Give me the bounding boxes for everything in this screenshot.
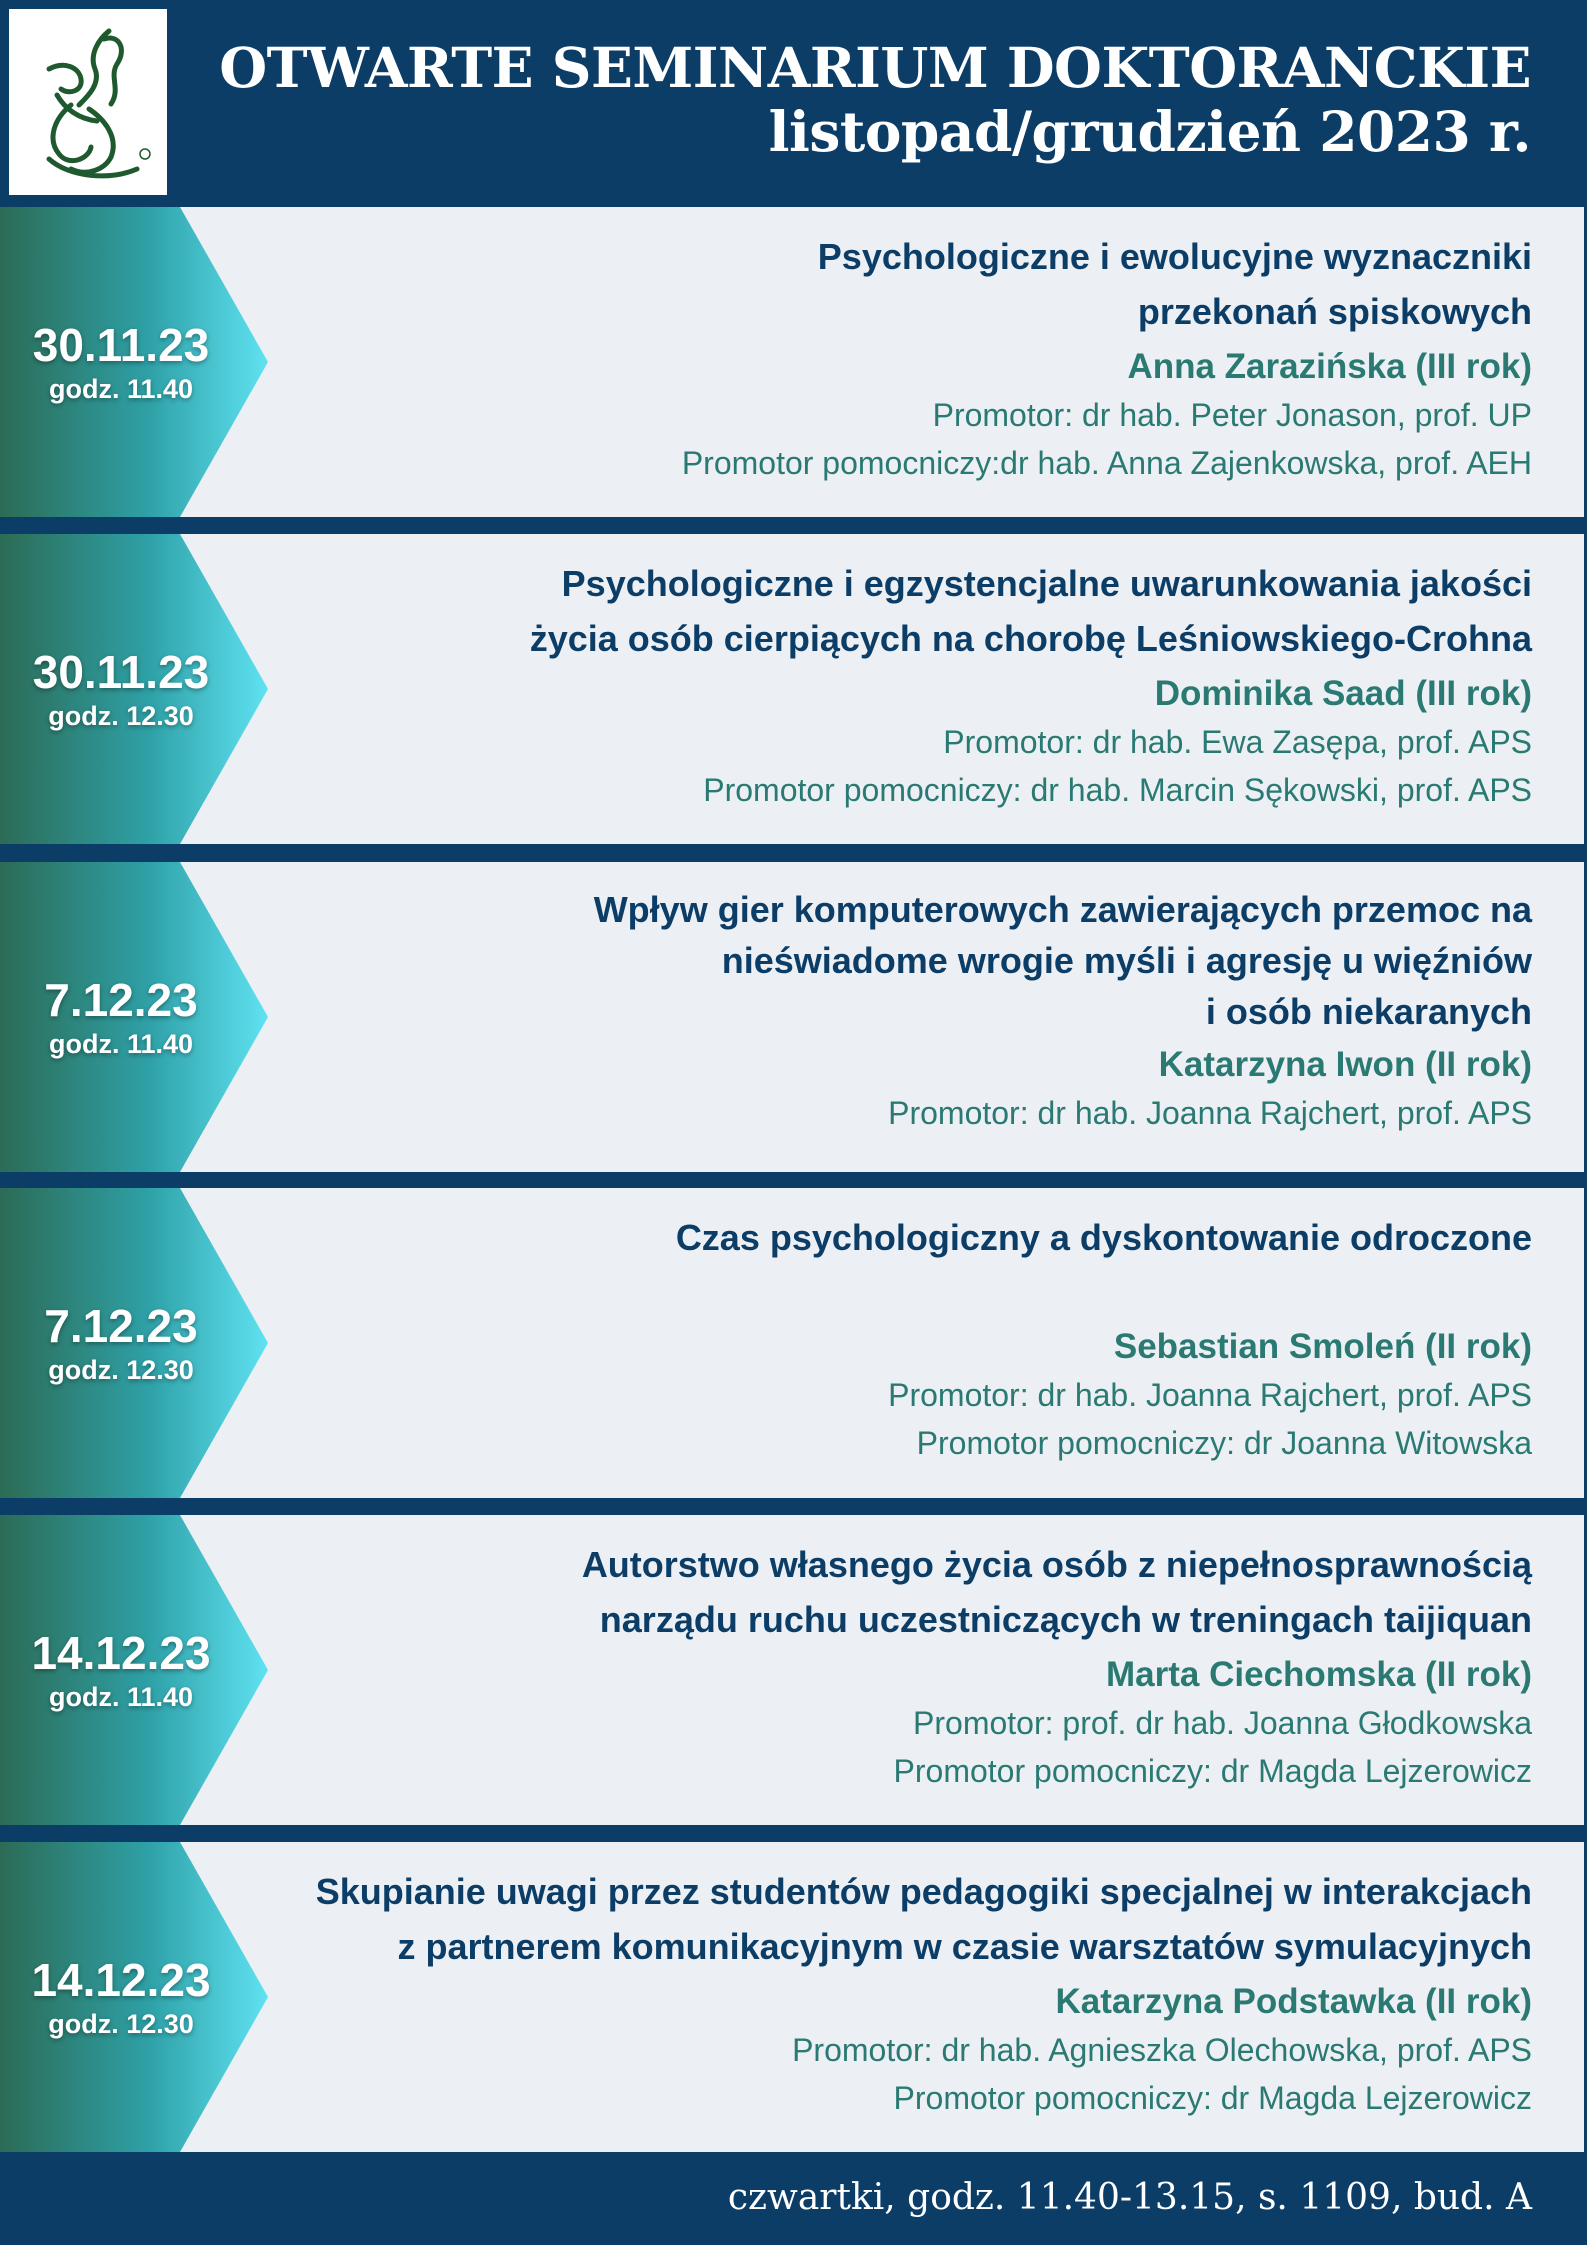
session-topic-line: narządu ruchu uczestniczących w treningach taijiquan [599,1599,1532,1640]
session-promoter: Promotor: dr hab. Joanna Rajchert, prof. APS [888,1095,1532,1131]
session-promoter: Promotor: dr hab. Peter Jonason, prof. UP [932,397,1532,433]
session-promoter: Promotor pomocniczy: dr Magda Lejzerowicz [893,2080,1532,2116]
session-details [316,1864,1532,2122]
session-details [682,229,1532,487]
footer-info: czwartki, godz. 11.40-13.15, s. 1109, bud. A [727,2177,1532,2218]
session-promoter: Promotor: dr hab. Ewa Zasępa, prof. APS [943,724,1532,760]
session-author: Marta Ciechomska (II rok) [1106,1655,1532,1694]
session-promoter: Promotor pomocniczy: dr Magda Lejzerowicz [893,1753,1532,1789]
session-topic-line: życia osób cierpiących na chorobę Leśniowskiego-Crohna [529,618,1532,659]
title-line-2: listopad/grudzień 2023 r. [768,99,1531,164]
session-row [0,1842,1587,2152]
session-topic-line: Skupianie uwagi przez studentów pedagogiki specjalnej w interakcjach [315,1871,1532,1912]
session-date: 7.12.23 [44,974,198,1026]
session-details [530,556,1532,814]
session-date: 30.11.23 [32,319,210,371]
session-time: godz. 11.40 [48,1682,194,1712]
session-time: godz. 12.30 [48,1355,194,1385]
session-promoter: Promotor pomocniczy:dr hab. Anna Zajenkowska, prof. AEH [681,445,1532,481]
session-details [676,1210,1532,1467]
session-datetime [0,534,242,844]
session-promoter: Promotor pomocniczy: dr hab. Marcin Sękowski, prof. APS [703,772,1532,808]
session-datetime [0,862,242,1172]
header [0,0,1587,207]
session-promoter: Promotor: dr hab. Joanna Rajchert, prof. APS [888,1377,1532,1413]
session-date: 7.12.23 [44,1300,198,1352]
session-date: 14.12.23 [31,1627,211,1679]
session-author: Sebastian Smoleń (II rok) [1113,1327,1532,1366]
session-author: Dominika Saad (III rok) [1154,674,1532,713]
logo [9,9,167,195]
session-promoter: Promotor: dr hab. Agnieszka Olechowska, prof. APS [792,2032,1532,2068]
session-date: 30.11.23 [32,646,210,698]
session-promoter: Promotor: prof. dr hab. Joanna Głodkowska [913,1705,1532,1741]
session-topic-line: Wpływ gier komputerowych zawierających przemoc na [593,889,1532,930]
session-topic-line: Psychologiczne i ewolucyjne wyznaczniki [817,236,1532,277]
page-title [219,36,1531,164]
session-row [0,1515,1587,1825]
session-time: godz. 12.30 [48,701,194,731]
session-topic-line: i osób niekaranych [1205,991,1532,1032]
session-datetime [0,207,242,517]
title-line-1: OTWARTE SEMINARIUM DOKTORANCKIE [219,35,1531,100]
session-author: Katarzyna Podstawka (II rok) [1055,1982,1532,2021]
session-author: Anna Zarazińska (III rok) [1127,347,1532,386]
session-time: godz. 12.30 [48,2009,194,2039]
session-topic-line: Psychologiczne i egzystencjalne uwarunkowania jakości [561,563,1532,604]
session-details [594,884,1532,1137]
session-topic-line: nieświadome wrogie myśli i agresję u więźniów [721,940,1532,981]
session-time: godz. 11.40 [48,374,194,404]
session-date: 14.12.23 [31,1954,211,2006]
session-datetime [0,1188,242,1498]
session-datetime [0,1842,242,2152]
footer [0,2152,1587,2245]
session-topic-line: Czas psychologiczny a dyskontowanie odroczone [675,1217,1532,1258]
session-topic-line: przekonań spiskowych [1137,291,1532,332]
spacer [676,1265,1532,1319]
session-row [0,862,1587,1172]
session-promoter: Promotor pomocniczy: dr Joanna Witowska [916,1425,1532,1461]
session-row [0,1188,1587,1498]
session-author: Katarzyna Iwon (II rok) [1158,1045,1532,1084]
session-datetime [0,1515,242,1825]
session-details [582,1537,1532,1795]
session-time: godz. 11.40 [48,1029,194,1059]
session-topic-line: z partnerem komunikacyjnym w czasie warsztatów symulacyjnych [397,1926,1532,1967]
session-row [0,534,1587,844]
session-row [0,207,1587,517]
session-topic-line: Autorstwo własnego życia osób z niepełnosprawnością [581,1544,1532,1585]
university-emblem-icon [9,9,167,195]
